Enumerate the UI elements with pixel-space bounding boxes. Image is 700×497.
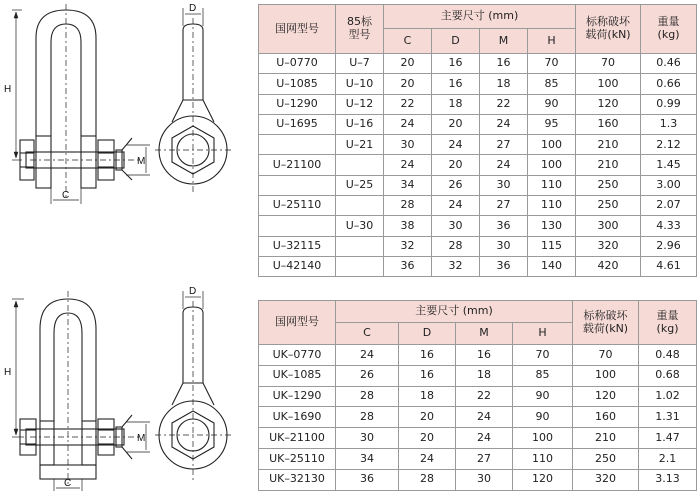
table-cell: 0.68	[639, 365, 697, 386]
table-row	[259, 407, 697, 428]
table-cell: U–1290	[259, 94, 336, 114]
table-row	[259, 236, 697, 256]
table-row	[259, 155, 697, 175]
table-cell	[259, 216, 336, 236]
table-cell: 16	[432, 54, 480, 74]
table-cell: 16	[432, 74, 480, 94]
table-cell: 250	[576, 175, 641, 195]
table-cell: 30	[456, 469, 513, 490]
table-cell: 90	[528, 94, 576, 114]
table-row	[259, 175, 697, 195]
header-rated-load: 标称破坏 载荷(kN)	[576, 5, 641, 54]
table-row	[259, 114, 697, 134]
table-cell: 2.12	[641, 135, 697, 155]
table-cell: 20	[384, 54, 432, 74]
table-row	[259, 216, 697, 236]
table-row	[259, 365, 697, 386]
table-cell: 27	[480, 196, 528, 216]
dim-m-label: M	[137, 433, 146, 444]
table-cell: 18	[399, 386, 456, 407]
header-d: D	[399, 323, 456, 345]
table-cell: 160	[576, 114, 641, 134]
header-m: M	[480, 29, 528, 54]
table-cell: 210	[573, 428, 639, 449]
table-cell: 100	[513, 428, 573, 449]
table-cell: UK–25110	[259, 448, 336, 469]
uk-series-spec-table	[258, 300, 697, 491]
table-row	[259, 196, 697, 216]
table-cell: 27	[456, 448, 513, 469]
table-cell: 24	[384, 155, 432, 175]
header-main-dimensions: 主要尺寸 (mm)	[384, 5, 576, 29]
table-cell: UK–1085	[259, 365, 336, 386]
table-cell: U–12	[336, 94, 384, 114]
table-cell: U–10	[336, 74, 384, 94]
table-cell	[336, 196, 384, 216]
table-row	[259, 135, 697, 155]
table-cell: 28	[432, 236, 480, 256]
table-cell: 16	[456, 345, 513, 366]
table-cell: 26	[432, 175, 480, 195]
table-row	[259, 54, 697, 74]
table-cell: U–42140	[259, 256, 336, 276]
table-cell: U–30	[336, 216, 384, 236]
table-cell: 1.31	[639, 407, 697, 428]
table-cell: 70	[513, 345, 573, 366]
table-cell: 70	[573, 345, 639, 366]
table-cell: 30	[480, 236, 528, 256]
table-cell: 300	[576, 216, 641, 236]
table-cell: 100	[573, 365, 639, 386]
table-cell: 36	[480, 216, 528, 236]
table-cell	[259, 175, 336, 195]
table-cell: 120	[513, 469, 573, 490]
table-cell: 210	[576, 135, 641, 155]
table-cell: UK–21100	[259, 428, 336, 449]
table-cell: 0.99	[641, 94, 697, 114]
table-cell: 115	[528, 236, 576, 256]
table-cell: 1.47	[639, 428, 697, 449]
table-cell: UK–1290	[259, 386, 336, 407]
table-cell: 18	[432, 94, 480, 114]
table-row	[259, 256, 697, 276]
header-weight: 重量 (kg)	[639, 301, 697, 345]
uk-shackle-drawing	[0, 285, 255, 495]
table-cell: 24	[399, 448, 456, 469]
table-cell: 3.00	[641, 175, 697, 195]
table-cell: UK–32130	[259, 469, 336, 490]
table-row	[259, 345, 697, 366]
table-cell: 24	[456, 407, 513, 428]
table-cell: 70	[576, 54, 641, 74]
table-row	[259, 448, 697, 469]
table-row	[259, 428, 697, 449]
table-cell: 24	[480, 114, 528, 134]
table-cell: UK–0770	[259, 345, 336, 366]
table-cell: U–25110	[259, 196, 336, 216]
table-cell: 28	[336, 407, 399, 428]
table-cell: U–0770	[259, 54, 336, 74]
table-cell: U–21	[336, 135, 384, 155]
table-cell: 38	[384, 216, 432, 236]
table-cell: 36	[384, 256, 432, 276]
table-cell: 20	[432, 155, 480, 175]
table-cell: 24	[432, 135, 480, 155]
table-cell: 4.61	[641, 256, 697, 276]
table-cell: 20	[384, 74, 432, 94]
header-rated-load: 标称破坏 载荷(kN)	[573, 301, 639, 345]
header-h: H	[513, 323, 573, 345]
table-cell: 22	[384, 94, 432, 114]
table-cell: 120	[576, 94, 641, 114]
table-cell: 24	[384, 114, 432, 134]
table-cell: 36	[480, 256, 528, 276]
table-cell: 2.1	[639, 448, 697, 469]
header-85-model: 85标 型号	[336, 5, 384, 54]
table-cell	[336, 155, 384, 175]
table-cell: 100	[528, 135, 576, 155]
table-cell: U–16	[336, 114, 384, 134]
header-c: C	[336, 323, 399, 345]
table-cell: U–25	[336, 175, 384, 195]
header-main-dimensions: 主要尺寸 (mm)	[336, 301, 573, 323]
table-cell: 28	[384, 196, 432, 216]
dim-c-label: C	[64, 478, 72, 489]
table-cell: 3.13	[639, 469, 697, 490]
table-cell: 22	[456, 386, 513, 407]
table-cell: 18	[480, 74, 528, 94]
dim-m-label: M	[137, 156, 146, 167]
table-cell	[336, 256, 384, 276]
table-cell: 0.48	[639, 345, 697, 366]
header-d: D	[432, 29, 480, 54]
table-cell: 4.33	[641, 216, 697, 236]
table-cell: 100	[576, 74, 641, 94]
table-cell: 20	[432, 114, 480, 134]
table-cell: 18	[456, 365, 513, 386]
table-cell: 85	[528, 74, 576, 94]
table-cell: U–7	[336, 54, 384, 74]
table-cell: 34	[384, 175, 432, 195]
table-cell: 22	[480, 94, 528, 114]
table-cell: 250	[576, 196, 641, 216]
table-row	[259, 74, 697, 94]
table-cell: 20	[399, 428, 456, 449]
table-cell: 2.07	[641, 196, 697, 216]
header-m: M	[456, 323, 513, 345]
table-cell: 420	[576, 256, 641, 276]
table-cell: 32	[432, 256, 480, 276]
table-cell: 110	[528, 196, 576, 216]
table-cell: 30	[480, 175, 528, 195]
table-row	[259, 386, 697, 407]
table-cell	[259, 135, 336, 155]
table-cell: 90	[513, 386, 573, 407]
table-cell: 110	[513, 448, 573, 469]
dim-h-label: H	[4, 84, 12, 95]
header-h: H	[528, 29, 576, 54]
table-cell: 36	[336, 469, 399, 490]
dim-d-label: D	[189, 286, 197, 297]
table-cell: 26	[336, 365, 399, 386]
table-cell: U–1085	[259, 74, 336, 94]
u-shackle-drawing	[0, 0, 255, 210]
header-c: C	[384, 29, 432, 54]
table-cell: 2.96	[641, 236, 697, 256]
dim-c-label: C	[62, 190, 70, 201]
header-model: 国网型号	[259, 5, 336, 54]
table-cell: 320	[573, 469, 639, 490]
uk-shackle-svg	[0, 285, 255, 495]
table-cell: 28	[399, 469, 456, 490]
table-cell: 140	[528, 256, 576, 276]
dim-d-label: D	[189, 3, 197, 14]
table-cell: U–21100	[259, 155, 336, 175]
table-cell: 320	[576, 236, 641, 256]
table-cell: UK–1690	[259, 407, 336, 428]
table-cell: 30	[384, 135, 432, 155]
table-cell: 20	[399, 407, 456, 428]
table-cell: 1.02	[639, 386, 697, 407]
table-cell: 85	[513, 365, 573, 386]
u-shackle-svg	[0, 0, 255, 210]
table-cell: 1.3	[641, 114, 697, 134]
table-cell: 24	[456, 428, 513, 449]
table-cell: U–1695	[259, 114, 336, 134]
table-cell	[336, 236, 384, 256]
table-cell: 32	[384, 236, 432, 256]
table-cell: 27	[480, 135, 528, 155]
table-cell: 1.45	[641, 155, 697, 175]
table-cell: 16	[399, 365, 456, 386]
table-cell: 130	[528, 216, 576, 236]
table-cell: 24	[432, 196, 480, 216]
header-model: 国网型号	[259, 301, 336, 345]
table-cell: 120	[573, 386, 639, 407]
table-cell: 250	[573, 448, 639, 469]
table-cell: 16	[399, 345, 456, 366]
table-cell: U–32115	[259, 236, 336, 256]
table-cell: 70	[528, 54, 576, 74]
u-series-spec-table	[258, 4, 697, 277]
table-cell: 30	[336, 428, 399, 449]
table-cell: 30	[432, 216, 480, 236]
table-cell: 24	[336, 345, 399, 366]
table-cell: 100	[528, 155, 576, 175]
table-cell: 16	[480, 54, 528, 74]
table-cell: 95	[528, 114, 576, 134]
table-cell: 28	[336, 386, 399, 407]
table-cell: 0.46	[641, 54, 697, 74]
table-cell: 34	[336, 448, 399, 469]
table-cell: 0.66	[641, 74, 697, 94]
table-cell: 90	[513, 407, 573, 428]
dim-h-label: H	[4, 367, 12, 378]
table-cell: 210	[576, 155, 641, 175]
table-row	[259, 94, 697, 114]
header-weight: 重量 (kg)	[641, 5, 697, 54]
table-cell: 110	[528, 175, 576, 195]
table-cell: 24	[480, 155, 528, 175]
table-row	[259, 469, 697, 490]
table-cell: 160	[573, 407, 639, 428]
